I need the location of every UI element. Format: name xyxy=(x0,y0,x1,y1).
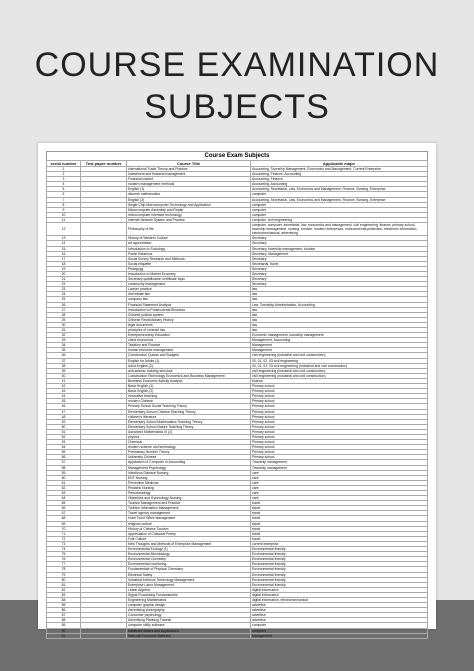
cell-course-title: Chinese Revolutionary History xyxy=(127,317,251,322)
cell-applicable-major: Environmental friendly xyxy=(251,572,428,577)
cell-serial-number: 64 xyxy=(47,496,81,501)
cell-applicable-major: computer xyxy=(251,628,428,633)
cell-applicable-major: Environmental friendly xyxy=(251,577,428,582)
cell-course-title: real estate law xyxy=(127,292,251,297)
cell-serial-number: 35 xyxy=(47,348,81,353)
cell-applicable-major: care xyxy=(251,480,428,485)
cell-course-title: children's literature xyxy=(127,414,251,419)
cell-course-title: art appreciation xyxy=(127,241,251,246)
cell-course-title: Philosophy of life xyxy=(127,223,251,236)
cell-course-title: Infectious Disease Nursing xyxy=(127,470,251,475)
cell-course-title: Elementary School Mathematics Teaching Theory xyxy=(127,419,251,424)
cell-applicable-major: Management xyxy=(251,633,428,638)
cell-course-title: computer utility software xyxy=(127,623,251,628)
cell-serial-number: 48 xyxy=(47,414,81,419)
cell-applicable-major: Secretary xyxy=(251,266,428,271)
cell-serial-number: 43 xyxy=(47,389,81,394)
cell-applicable-major: 00, 01, 02, 03 civil engineering (industrial and civil construction) xyxy=(251,363,428,368)
cell-course-title: company law xyxy=(127,297,251,302)
cell-applicable-major: current enterprise xyxy=(251,541,428,546)
cell-course-title: principles of contract law xyxy=(127,328,251,333)
cell-serial-number: 8 xyxy=(47,202,81,207)
cell-course-title: History of Western Culture xyxy=(127,236,251,241)
cell-applicable-major: Primary school xyxy=(251,399,428,404)
cell-serial-number: 24 xyxy=(47,292,81,297)
cell-applicable-major: Law, Township Administration, Accounting xyxy=(251,302,428,307)
cell-serial-number: 49 xyxy=(47,419,81,424)
cell-serial-number: 23 xyxy=(47,287,81,292)
cell-course-title: Basic English (1) xyxy=(127,384,251,389)
cell-course-title: Advertising Planning Tutorial xyxy=(127,618,251,623)
cell-course-title: International Trade Theory and Practice xyxy=(127,167,251,172)
cell-course-title: Chemical xyxy=(127,440,251,445)
cell-applicable-major: Secretary, township management, tourism xyxy=(251,246,428,251)
cell-applicable-major: Secretary xyxy=(251,241,428,246)
cell-applicable-major: Primary school xyxy=(251,445,428,450)
cell-applicable-major: advertise xyxy=(251,603,428,608)
cell-applicable-major: advertise xyxy=(251,608,428,613)
cell-applicable-major: law xyxy=(251,328,428,333)
cell-course-title: Environmental monitoring xyxy=(127,562,251,567)
cell-applicable-major: digital information xyxy=(251,592,428,597)
cell-serial-number: 54 xyxy=(47,445,81,450)
cell-course-title: physics xyxy=(127,434,251,439)
cell-applicable-major: law xyxy=(251,322,428,327)
cell-serial-number: 16 xyxy=(47,251,81,256)
cell-applicable-major: travel xyxy=(251,506,428,511)
cell-course-title: Obstetrics and Gynecology Nursing xyxy=(127,496,251,501)
cell-course-title: Periodontology xyxy=(127,491,251,496)
cell-applicable-major: Secretary xyxy=(251,256,428,261)
cell-serial-number: 82 xyxy=(47,587,81,592)
cell-course-title: Environmental Chemistry xyxy=(127,557,251,562)
cell-serial-number: 77 xyxy=(47,562,81,567)
cell-serial-number: 72 xyxy=(47,536,81,541)
cell-serial-number: 13 xyxy=(47,236,81,241)
cell-course-title: Engineering Mathematics xyxy=(127,597,251,602)
cell-course-title: Business Economic Activity Analysis xyxy=(127,378,251,383)
cell-serial-number: 11 xyxy=(47,217,81,222)
cell-serial-number: 7 xyxy=(47,197,81,202)
cell-serial-number: 74 xyxy=(47,547,81,552)
cell-serial-number: 73 xyxy=(47,541,81,546)
cell-serial-number: 4 xyxy=(47,182,81,187)
cell-serial-number: 6 xyxy=(47,192,81,197)
cell-serial-number: 78 xyxy=(47,567,81,572)
cell-course-title: china economics xyxy=(127,338,251,343)
cell-course-title: Introduction to Sociology xyxy=(127,246,251,251)
cell-applicable-major: Primary school xyxy=(251,440,428,445)
cell-serial-number: 65 xyxy=(47,501,81,506)
cell-applicable-major: Primary school xyxy=(251,450,428,455)
spreadsheet-sheet xyxy=(38,143,436,638)
cell-course-title: Basic English (2) xyxy=(127,389,251,394)
cell-serial-number: 42 xyxy=(47,384,81,389)
cell-serial-number: 14 xyxy=(47,241,81,246)
cell-serial-number: 25 xyxy=(47,297,81,302)
cell-serial-number: 15 xyxy=(47,246,81,251)
cell-serial-number: 66 xyxy=(47,506,81,511)
cell-serial-number: 39 xyxy=(47,368,81,373)
cell-applicable-major: Accounting, Secretarial, Law, Economics and Management, Finance, Nursing, Enterprise xyxy=(251,187,428,192)
cell-serial-number: 47 xyxy=(47,409,81,414)
cell-course-title: Construction Technology Economics and Business Management xyxy=(127,373,251,378)
cell-applicable-major: computer xyxy=(251,202,428,207)
cell-serial-number: 62 xyxy=(47,485,81,490)
cell-applicable-major: Secretarial, travel xyxy=(251,261,428,266)
cell-serial-number: 46 xyxy=(47,404,81,409)
cell-serial-number: 30 xyxy=(47,322,81,327)
cell-course-title: microcomputer interface technology xyxy=(127,212,251,217)
cell-applicable-major: travel xyxy=(251,501,428,506)
cell-applicable-major: law xyxy=(251,317,428,322)
cell-serial-number: 38 xyxy=(47,363,81,368)
cell-applicable-major: Primary school xyxy=(251,419,428,424)
cell-serial-number: 63 xyxy=(47,491,81,496)
cell-course-title: Financial market xyxy=(127,177,251,182)
cell-applicable-major: Management xyxy=(251,348,428,353)
cell-course-title: modern science and technology xyxy=(127,445,251,450)
cell-applicable-major: Primary school xyxy=(251,384,428,389)
cell-course-title: Signal Processing Fundamentals xyxy=(127,592,251,597)
cell-applicable-major: care xyxy=(251,485,428,490)
cell-applicable-major: Accounting, Secretarial, Law, Economics and Management, Finance, Nursing, Enterprise xyxy=(251,197,428,202)
header-test-paper-number: Test paper number xyxy=(81,161,127,167)
cell-applicable-major: Township management xyxy=(251,460,428,465)
cell-serial-number: 89 xyxy=(47,623,81,628)
table-row xyxy=(47,633,428,638)
cell-applicable-major: Economic management, township management xyxy=(251,333,428,338)
cell-course-title: Advanced Mathematics III (2) xyxy=(127,429,251,434)
cell-course-title: Introduction to Prosecutorial Business xyxy=(127,307,251,312)
cell-course-title: Social Survey Research and Methods xyxy=(127,256,251,261)
cell-serial-number: 80 xyxy=(47,577,81,582)
cell-course-title: Fundamentals of Physical Chemistry xyxy=(127,567,251,572)
cell-course-title: ENT Nursing xyxy=(127,475,251,480)
cell-serial-number: 75 xyxy=(47,552,81,557)
cell-applicable-major: travel xyxy=(251,526,428,531)
cell-course-title: Appreciation of Classical Poetry xyxy=(127,531,251,536)
cell-applicable-major: Management xyxy=(251,343,428,348)
cell-course-title: Preliminary Number Theory xyxy=(127,450,251,455)
cell-serial-number: 50 xyxy=(47,424,81,429)
cell-applicable-major: digital information xyxy=(251,587,428,592)
cell-applicable-major: finance xyxy=(251,378,428,383)
cell-applicable-major: law xyxy=(251,312,428,317)
cell-course-title: Entrepreneurship Education xyxy=(127,333,251,338)
cell-applicable-major: Environmental friendly xyxy=(251,547,428,552)
cell-applicable-major: computer xyxy=(251,192,428,197)
cell-applicable-major: Accounting, Finance xyxy=(251,177,428,182)
cell-applicable-major: Primary school xyxy=(251,404,428,409)
cell-serial-number: 58 xyxy=(47,465,81,470)
cell-serial-number: 40 xyxy=(47,373,81,378)
cell-serial-number: 20 xyxy=(47,271,81,276)
cell-applicable-major: computer, civil engineering xyxy=(251,217,428,222)
cell-applicable-major: Environmental friendly xyxy=(251,552,428,557)
cell-course-title: Chinese judicial system xyxy=(127,312,251,317)
cell-applicable-major: Primary school xyxy=(251,455,428,460)
cell-course-title: Construction Quotas and Budgets xyxy=(127,353,251,358)
cell-serial-number: 90 xyxy=(47,628,81,633)
cell-course-title: Elementary School Nature Teaching Theory xyxy=(127,424,251,429)
cell-course-title: English (2) xyxy=(127,197,251,202)
cell-applicable-major: Accounting, Township Management, Economics and Management, Current Enterprise xyxy=(251,167,428,172)
cell-applicable-major: Environmental friendly xyxy=(251,567,428,572)
header-course-title: Course Title xyxy=(127,161,251,167)
cell-serial-number: 57 xyxy=(47,460,81,465)
cell-serial-number: 81 xyxy=(47,582,81,587)
cell-applicable-major: 00, 01, 02, 03 civil engineering xyxy=(251,358,428,363)
cell-serial-number: 55 xyxy=(47,450,81,455)
cell-applicable-major: Secretary, Management xyxy=(251,251,428,256)
cell-serial-number: 21 xyxy=(47,277,81,282)
cell-course-title: Financial Statement Analysis xyxy=(127,302,251,307)
cell-serial-number: 51 xyxy=(47,429,81,434)
cell-serial-number: 71 xyxy=(47,531,81,536)
cell-serial-number: 53 xyxy=(47,440,81,445)
cell-applicable-major: Primary school xyxy=(251,409,428,414)
cell-serial-number: 52 xyxy=(47,434,81,439)
cell-serial-number: 70 xyxy=(47,526,81,531)
cell-applicable-major: computer xyxy=(251,207,428,212)
cell-serial-number: 44 xyxy=(47,394,81,399)
cell-serial-number: 2 xyxy=(47,172,81,177)
cell-course-title: National Economic Statistics xyxy=(127,633,251,638)
cell-applicable-major: Primary school xyxy=(251,389,428,394)
cell-course-title: Folk Culture xyxy=(127,536,251,541)
cell-course-title: New Thoughts and Methods of Enterprise Management xyxy=(127,541,251,546)
cell-serial-number: 56 xyxy=(47,455,81,460)
cell-applicable-major: computer xyxy=(251,623,428,628)
cell-course-title: Tourism Information Management xyxy=(127,506,251,511)
cell-applicable-major: advertise xyxy=(251,613,428,618)
cell-course-title: Primary School Social Teaching Theory xyxy=(127,404,251,409)
cell-applicable-major: Secretary xyxy=(251,282,428,287)
cell-course-title: computer graphic design xyxy=(127,603,251,608)
cell-applicable-major: civil engineering (industrial and civil construction) xyxy=(251,373,428,378)
cell-applicable-major: travel xyxy=(251,521,428,526)
cell-serial-number: 18 xyxy=(47,261,81,266)
cell-course-title: Social etiquette xyxy=(127,261,251,266)
cell-serial-number: 31 xyxy=(47,328,81,333)
cell-serial-number: 79 xyxy=(47,572,81,577)
cell-course-title: History of Chinese Tourism xyxy=(127,526,251,531)
cell-course-title: Public Relations xyxy=(127,251,251,256)
cell-serial-number: 5 xyxy=(47,187,81,192)
cell-applicable-major: law xyxy=(251,292,428,297)
table-row xyxy=(47,223,428,236)
cell-serial-number: 34 xyxy=(47,343,81,348)
cell-course-title: University Chinese xyxy=(127,455,251,460)
cell-course-title: Tourism Management and Practice xyxy=(127,501,251,506)
cell-course-title: Lawyer practice xyxy=(127,287,251,292)
cell-course-title: modern management methods xyxy=(127,182,251,187)
cell-course-title: English for Adults (1) xyxy=(127,358,251,363)
cell-course-title: human resource management xyxy=(127,348,251,353)
cell-applicable-major: civil engineering (industrial and civil construction) xyxy=(251,353,428,358)
cell-applicable-major: Accounting, Accounting xyxy=(251,182,428,187)
cell-applicable-major: travel xyxy=(251,511,428,516)
cell-serial-number: 3 xyxy=(47,177,81,182)
cell-serial-number: 59 xyxy=(47,470,81,475)
cell-course-title: Travel agency management xyxy=(127,511,251,516)
cell-course-title: Secretary qualification certificate topic xyxy=(127,277,251,282)
cell-applicable-major: Environmental friendly xyxy=(251,582,428,587)
cell-applicable-major: care xyxy=(251,475,428,480)
cell-serial-number: 68 xyxy=(47,516,81,521)
cell-serial-number: 28 xyxy=(47,312,81,317)
header-applicable-major: Applicable major xyxy=(251,161,428,167)
cell-applicable-major: computer xyxy=(251,212,428,217)
sheet-title: Course Exam Subjects xyxy=(46,151,428,160)
cell-serial-number: 19 xyxy=(47,266,81,271)
cell-applicable-major: care xyxy=(251,491,428,496)
cell-applicable-major: Primary school xyxy=(251,434,428,439)
cell-course-title: Hotel Front Office Management xyxy=(127,516,251,521)
page-title-line2: SUBJECTS xyxy=(144,88,330,126)
cell-course-title: Electrical Safety xyxy=(127,572,251,577)
cell-serial-number: 41 xyxy=(47,378,81,383)
cell-course-title: modern Chinese xyxy=(127,399,251,404)
cell-course-title: Environmental Microbiology xyxy=(127,552,251,557)
cell-applicable-major: computer, computer, secretarial, law, economics and management, civil engineering, finance, primary school, township management, nursing, tourism, modern enterprises, environmental protection, electronic information, electromechanical, advertising xyxy=(251,223,428,236)
cell-applicable-major: Accounting, Finance, Accounting xyxy=(251,172,428,177)
cell-course-title: Internet Network System and Practice xyxy=(127,217,251,222)
cell-serial-number: 87 xyxy=(47,613,81,618)
cell-test-paper-number xyxy=(81,633,127,638)
table-body xyxy=(47,167,428,639)
cell-course-title: Industrial Antivirus Technology Management xyxy=(127,577,251,582)
cell-serial-number: 26 xyxy=(47,302,81,307)
cell-applicable-major: Environmental friendly xyxy=(251,562,428,567)
cell-course-title: innovative teaching xyxy=(127,394,251,399)
cell-serial-number: 37 xyxy=(47,358,81,363)
cell-serial-number: 29 xyxy=(47,317,81,322)
cell-course-title: Taxation and Finance xyxy=(127,343,251,348)
cell-applicable-major: Township management xyxy=(251,465,428,470)
cell-applicable-major: care xyxy=(251,496,428,501)
cell-course-title: anti-seismic building structure xyxy=(127,368,251,373)
cell-applicable-major: care xyxy=(251,470,428,475)
cell-serial-number: 61 xyxy=(47,480,81,485)
cell-applicable-major: Secretary xyxy=(251,271,428,276)
cell-serial-number: 17 xyxy=(47,256,81,261)
cell-course-title: discrete mathematics xyxy=(127,192,251,197)
cell-course-title: Introduction to Market Economy xyxy=(127,271,251,276)
cell-serial-number: 10 xyxy=(47,212,81,217)
cell-applicable-major: travel xyxy=(251,516,428,521)
cell-applicable-major: travel xyxy=(251,536,428,541)
cell-course-title: Database Basics and Applications xyxy=(127,628,251,633)
page-title xyxy=(0,44,474,128)
cell-course-title: Preventive Medicine xyxy=(127,480,251,485)
cell-applicable-major: Primary school xyxy=(251,429,428,434)
cell-course-title: Adult English (2) xyxy=(127,363,251,368)
cell-serial-number: 86 xyxy=(47,608,81,613)
cell-course-title: Elementary School Chinese Teaching Theory xyxy=(127,409,251,414)
cell-serial-number: 83 xyxy=(47,592,81,597)
cell-serial-number: 60 xyxy=(47,475,81,480)
cell-applicable-major: digital information, electromechanical xyxy=(251,597,428,602)
cell-applicable-major: Primary school xyxy=(251,414,428,419)
cell-applicable-major: Secretary xyxy=(251,236,428,241)
cell-course-title: Advertising photography xyxy=(127,608,251,613)
cell-applicable-major: Environmental friendly xyxy=(251,557,428,562)
cell-serial-number: 33 xyxy=(47,338,81,343)
cell-serial-number: 85 xyxy=(47,603,81,608)
cell-applicable-major: Primary school xyxy=(251,424,428,429)
cell-course-title: religious culture xyxy=(127,521,251,526)
cell-course-title: Environmental Ecology (1) xyxy=(127,547,251,552)
cell-serial-number: 1 xyxy=(47,167,81,172)
cell-course-title: community management xyxy=(127,282,251,287)
cell-applicable-major: law xyxy=(251,287,428,292)
page-title-line1: COURSE EXAMINATION xyxy=(34,46,440,84)
cell-course-title: Pediatric Nursing xyxy=(127,485,251,490)
cell-course-title: English (1) xyxy=(127,187,251,192)
cell-applicable-major: civil engineering (industrial and civil construction) xyxy=(251,368,428,373)
header-serial-number: serial number xyxy=(47,161,81,167)
cell-serial-number: 27 xyxy=(47,307,81,312)
cell-test-paper-number xyxy=(81,223,127,236)
cell-serial-number: 69 xyxy=(47,521,81,526)
cell-serial-number: 76 xyxy=(47,557,81,562)
cell-applicable-major: travel xyxy=(251,531,428,536)
cell-serial-number: 12 xyxy=(47,223,81,236)
cell-serial-number: 22 xyxy=(47,282,81,287)
cell-course-title: Linear Algebra xyxy=(127,587,251,592)
cell-course-title: legal documents xyxy=(127,322,251,327)
cell-course-title: Investment and financial management xyxy=(127,172,251,177)
cell-serial-number: 67 xyxy=(47,511,81,516)
cell-course-title: Application of Computer in Accounting xyxy=(127,460,251,465)
cell-serial-number: 88 xyxy=(47,618,81,623)
cell-serial-number: 84 xyxy=(47,597,81,602)
cell-serial-number: 91 xyxy=(47,633,81,638)
cell-applicable-major: Primary school xyxy=(251,394,428,399)
cell-applicable-major: advertise xyxy=(251,618,428,623)
cell-course-title: Management Psychology xyxy=(127,465,251,470)
cell-serial-number: 45 xyxy=(47,399,81,404)
cell-course-title: Single Chip Microcomputer Technology and Application xyxy=(127,202,251,207)
cell-serial-number: 32 xyxy=(47,333,81,338)
cell-applicable-major: Secretary xyxy=(251,277,428,282)
cell-course-title: Enterprise Labor Management xyxy=(127,582,251,587)
course-table xyxy=(46,160,428,639)
cell-course-title: Consumer psychology xyxy=(127,613,251,618)
cell-serial-number: 9 xyxy=(47,207,81,212)
cell-serial-number: 36 xyxy=(47,353,81,358)
cell-course-title: Pedagogy xyxy=(127,266,251,271)
cell-applicable-major: Management, Accounting xyxy=(251,338,428,343)
cell-applicable-major: law xyxy=(251,297,428,302)
cell-applicable-major: law xyxy=(251,307,428,312)
cell-course-title: Microcomputer Assembly and Repair xyxy=(127,207,251,212)
